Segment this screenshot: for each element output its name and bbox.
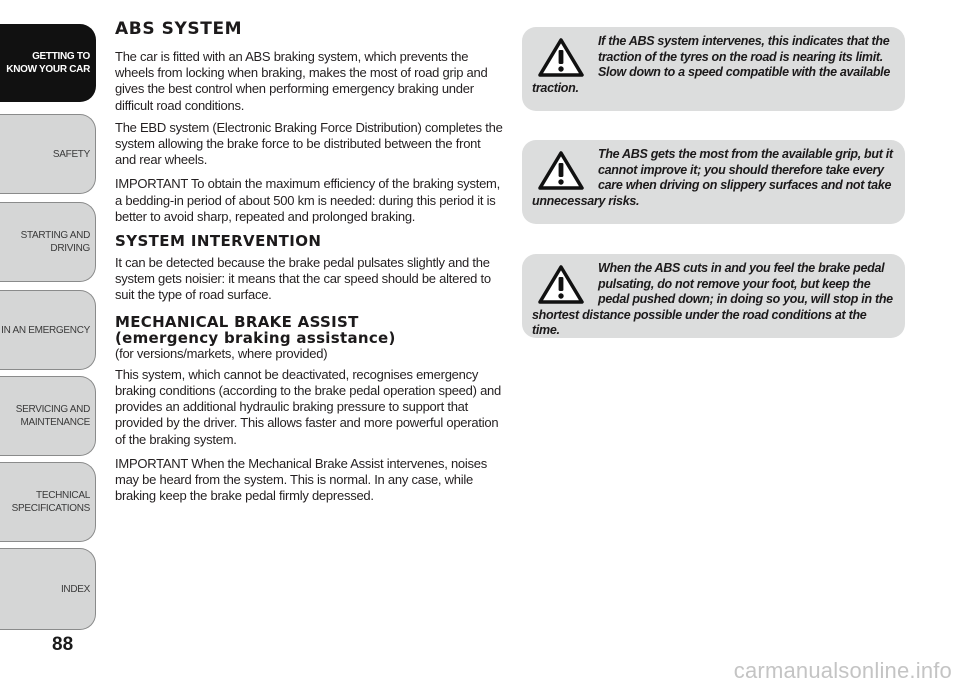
warning-text: The ABS gets the most from the available grip, but it cannot improve it; you should therefore take every care when driving on slippery surfaces and not take unnecessary risks. <box>532 147 893 208</box>
abs-system-heading: ABS SYSTEM <box>115 19 243 39</box>
brake-assist-paragraph-1: This system, which cannot be deactivated, recognises emergency braking conditions (according to the brake pedal operation speed) and provides an additional hydraulic braking pressure to support that provided by the driver. This allows faster and more powerful operation of the braking system. <box>115 366 502 447</box>
tab-getting-to-know-your-car[interactable] <box>0 24 96 102</box>
abs-important-paragraph: IMPORTANT To obtain the maximum efficiency of the braking system, a bedding-in period of about 500 km is needed: during this period it is better to avoid sharp, repeated and prolonged braking. <box>115 176 500 224</box>
brake-assist-availability-note: (for versions/markets, where provided) <box>115 345 328 361</box>
warning-text: When the ABS cuts in and you feel the brake pedal pulsating, do not remove your foot, but keep the pedal pushed down; in doing so you, will stop in the shortest distance possible under the road conditions at the time. <box>532 261 893 337</box>
warning-triangle-icon <box>538 37 584 77</box>
warning-box-abs-intervenes <box>522 27 905 111</box>
watermark: carmanualsonline.info <box>733 658 952 683</box>
warning-triangle-icon <box>538 264 584 304</box>
warning-text: If the ABS system intervenes, this indicates that the traction of the tyres on the road is nearing its limit. Slow down to a speed compatible with the available traction. <box>532 34 891 95</box>
tab-label: GETTING TO KNOW YOUR CAR <box>6 51 90 75</box>
brake-assist-heading-line-2: (emergency braking assistance) <box>115 328 396 347</box>
tab-safety[interactable] <box>0 114 96 194</box>
tab-label: STARTING AND DRIVING <box>20 230 90 254</box>
tab-label: TECHNICAL SPECIFICATIONS <box>11 490 90 514</box>
brake-assist-paragraph-2: IMPORTANT When the Mechanical Brake Assist intervenes, noises may be heard from the system. This is normal. In any case, while braking keep the brake pedal firmly depressed. <box>115 455 488 504</box>
tab-in-an-emergency[interactable] <box>0 290 96 370</box>
tab-label: SERVICING AND MAINTENANCE <box>15 404 90 428</box>
brake-assist-heading <box>115 314 503 346</box>
tab-label: IN AN EMERGENCY <box>1 324 90 336</box>
tab-starting-and-driving[interactable] <box>0 202 96 282</box>
warning-box-abs-grip <box>522 140 905 224</box>
page-number: 88 <box>52 634 74 655</box>
brake-assist-heading-line-1: MECHANICAL BRAKE ASSIST <box>115 312 359 331</box>
intervention-paragraph: It can be detected because the brake pedal pulsates slightly and the system gets noisier: it means that the car speed should be altered to suit the type of road surface. <box>115 255 491 303</box>
warning-triangle-icon <box>538 150 584 190</box>
tab-servicing-and-maintenance[interactable] <box>0 376 96 456</box>
main-content <box>115 20 503 512</box>
tab-technical-specifications[interactable] <box>0 462 96 542</box>
tab-label: SAFETY <box>52 148 90 160</box>
warning-box-abs-pedal <box>522 254 905 338</box>
tab-index[interactable] <box>0 548 96 630</box>
system-intervention-heading: SYSTEM INTERVENTION <box>115 232 322 251</box>
ebd-paragraph: The EBD system (Electronic Braking Force Distribution) completes the system allowing the brake force to be distributed between the front and rear wheels. <box>115 119 503 168</box>
abs-paragraph-1: The car is fitted with an ABS braking system, which prevents the wheels from locking when braking, makes the most of road grip and gives the best control when performing emergency braking under difficult road conditions. <box>115 49 488 113</box>
tab-label: INDEX <box>60 583 90 595</box>
